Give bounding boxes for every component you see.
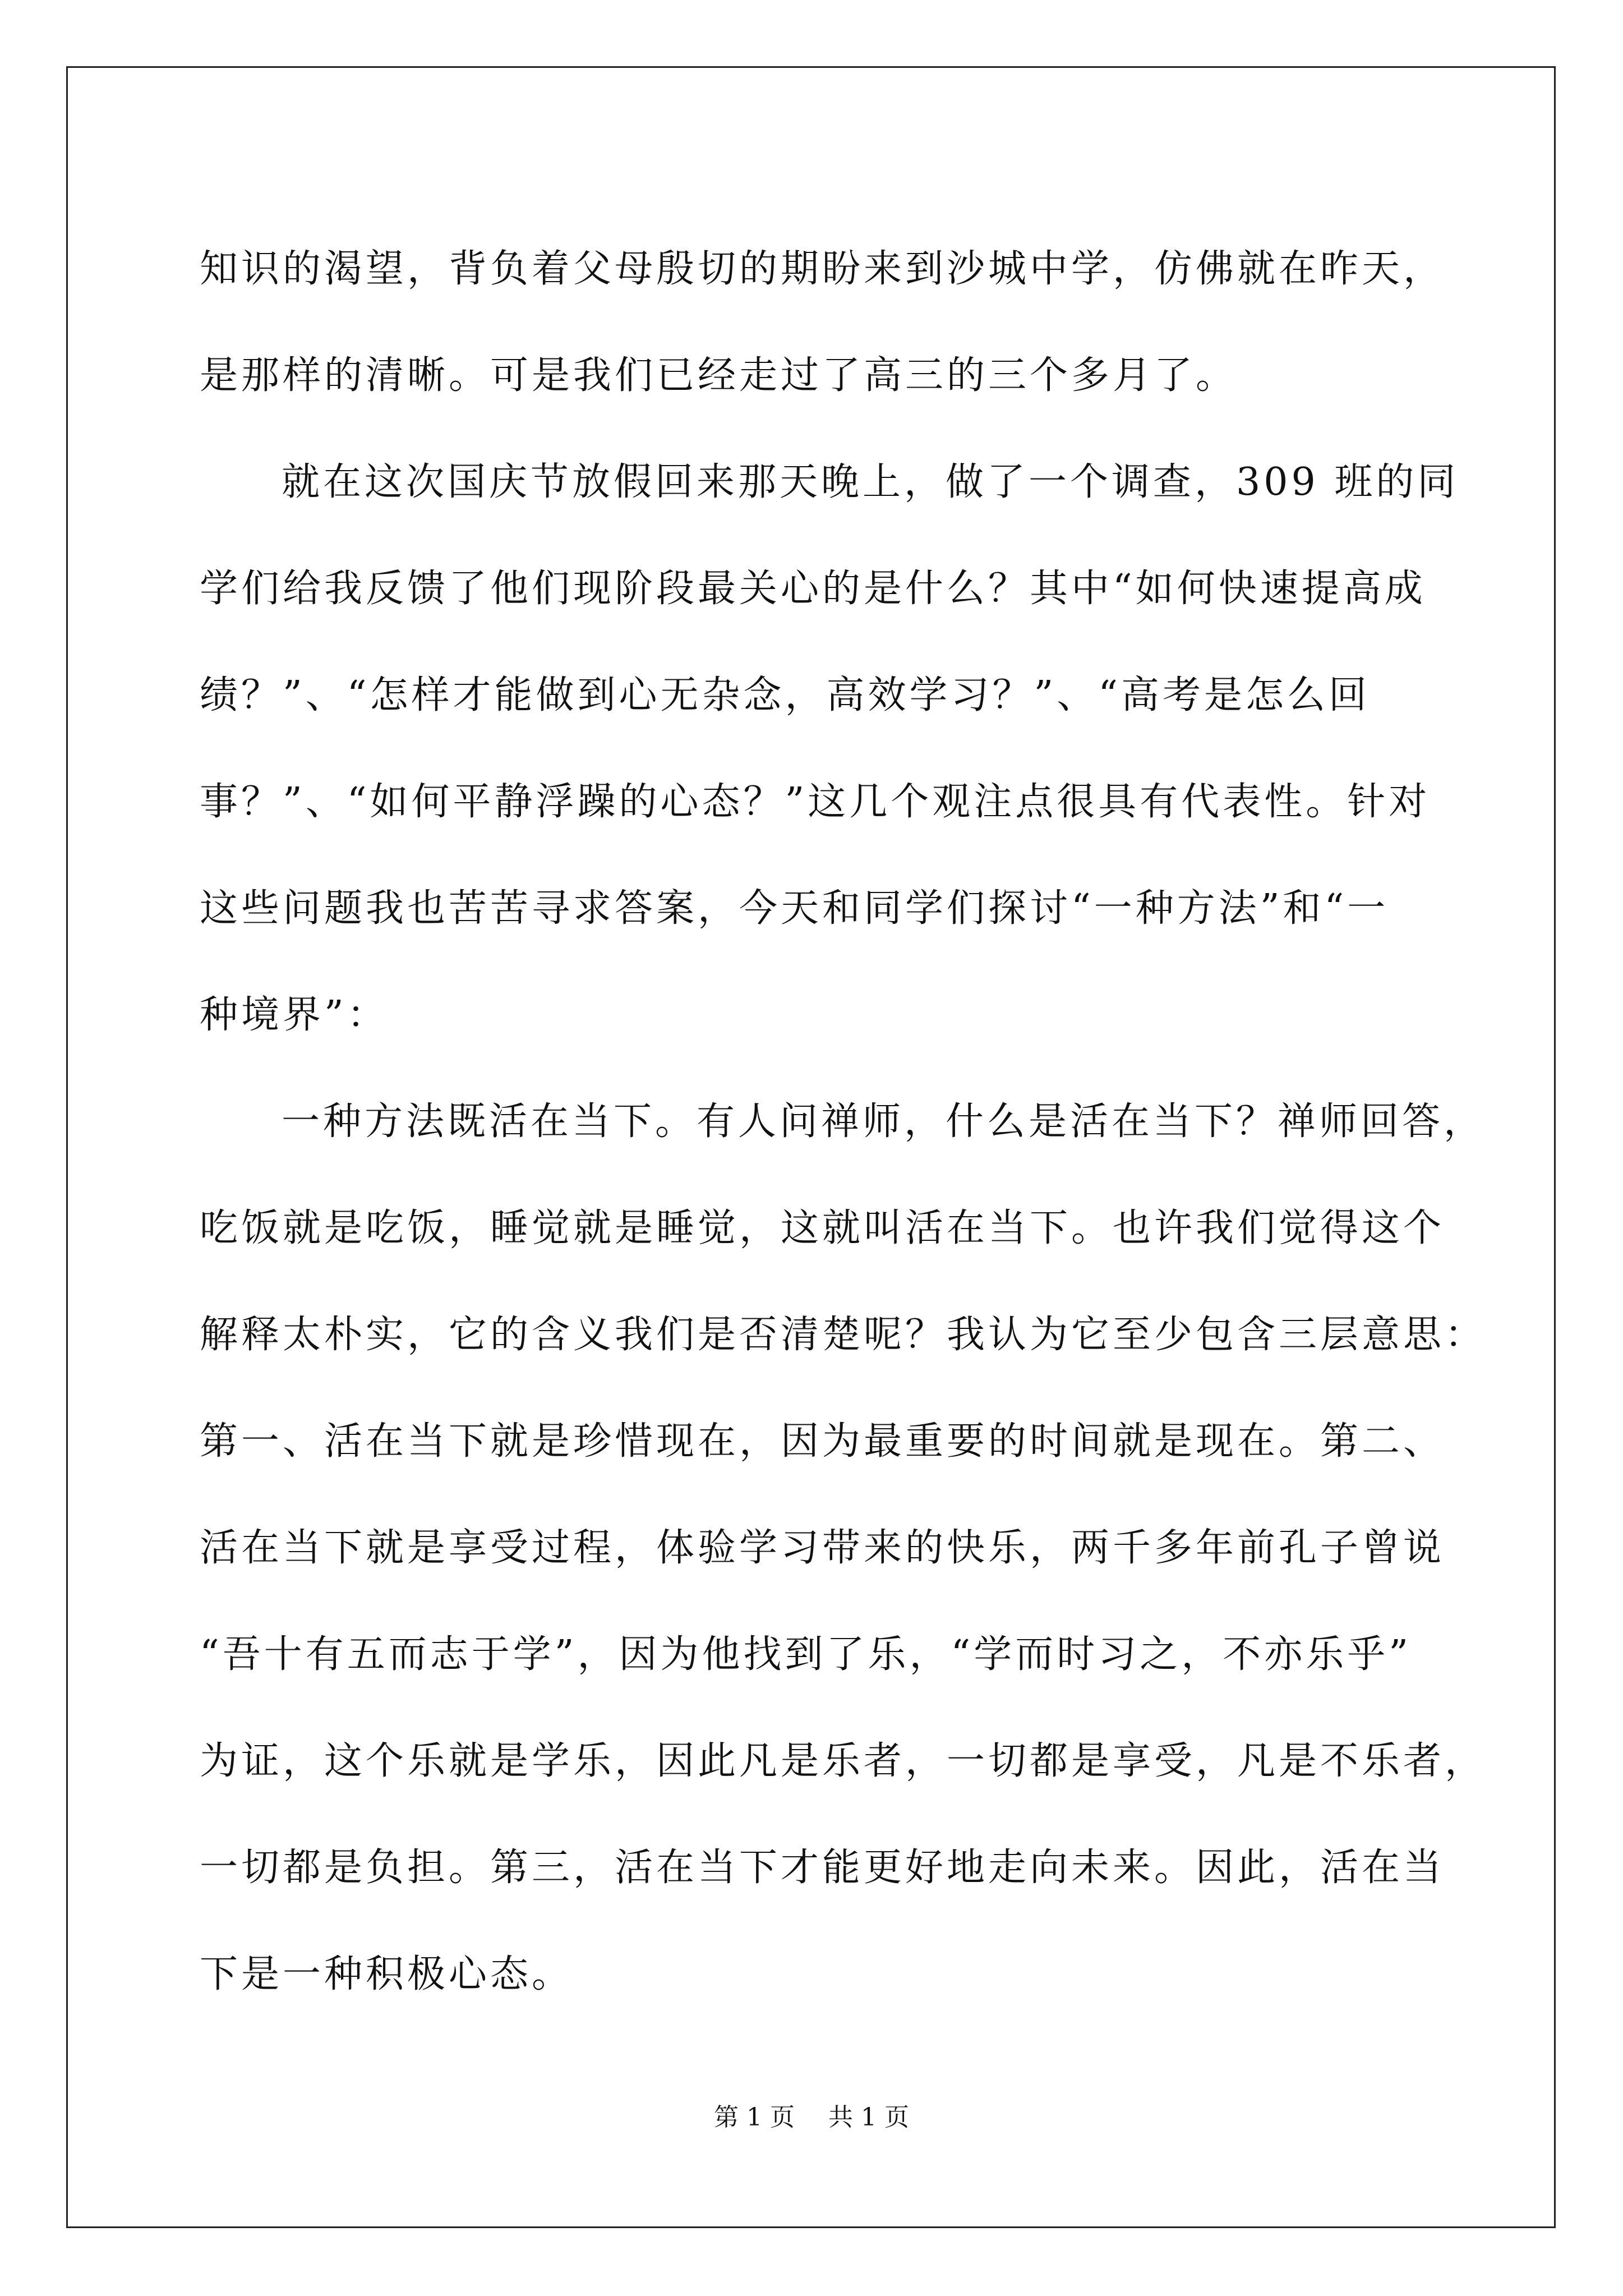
page-total: 共 1 页 (828, 2103, 909, 2132)
text-line: 知识的渴望，背负着父母殷切的期盼来到沙城中学，仿佛就在昨天， (200, 247, 1445, 291)
text-line: 绩？”、“怎样才能做到心无杂念，高效学习？”、“高考是怎么回 (200, 673, 1371, 717)
text-line: 吃饭就是吃饭，睡觉就是睡觉，这就叫活在当下。也许我们觉得这个 (200, 1206, 1445, 1250)
text-line: 学们给我反馈了他们现阶段最关心的是什么？其中“如何快速提高成 (200, 567, 1426, 611)
document-body (200, 216, 1487, 2028)
text-line: 活在当下就是享受过程，体验学习带来的快乐，两千多年前孔子曾说 (200, 1526, 1445, 1570)
paragraph-start-line: 就在这次国庆节放假回来那天晚上，做了一个调查，309 班的同 (282, 460, 1459, 504)
page-footer (0, 2101, 1623, 2134)
text-line: 这些问题我也苦苦寻求答案，今天和同学们探讨“一种方法”和“一 (200, 886, 1389, 931)
text-line: 为证，这个乐就是学乐，因此凡是乐者，一切都是享受，凡是不乐者， (200, 1739, 1487, 1783)
paragraph-start-line: 一种方法既活在当下。有人问禅师，什么是活在当下？禅师回答， (282, 1099, 1486, 1144)
text-line: “吾十有五而志于学”，因为他找到了乐，“学而时习之，不亦乐乎” (200, 1632, 1412, 1677)
page-number: 第 1 页 (714, 2103, 795, 2132)
text-line: 解释太朴实，它的含义我们是否清楚呢？我认为它至少包含三层意思： (200, 1313, 1487, 1357)
text-line: 事？”、“如何平静浮躁的心态？”这几个观注点很具有代表性。针对 (200, 780, 1431, 824)
text-line: 下是一种积极心态。 (200, 1952, 574, 1996)
text-line: 种境界”： (200, 993, 389, 1037)
text-line: 第一、活在当下就是珍惜现在，因为最重要的时间就是现在。第二、 (200, 1419, 1445, 1464)
text-line: 一切都是负担。第三，活在当下才能更好地走向未来。因此，活在当 (200, 1846, 1445, 1890)
text-line: 是那样的清晰。可是我们已经走过了高三的三个多月了。 (200, 353, 1238, 398)
